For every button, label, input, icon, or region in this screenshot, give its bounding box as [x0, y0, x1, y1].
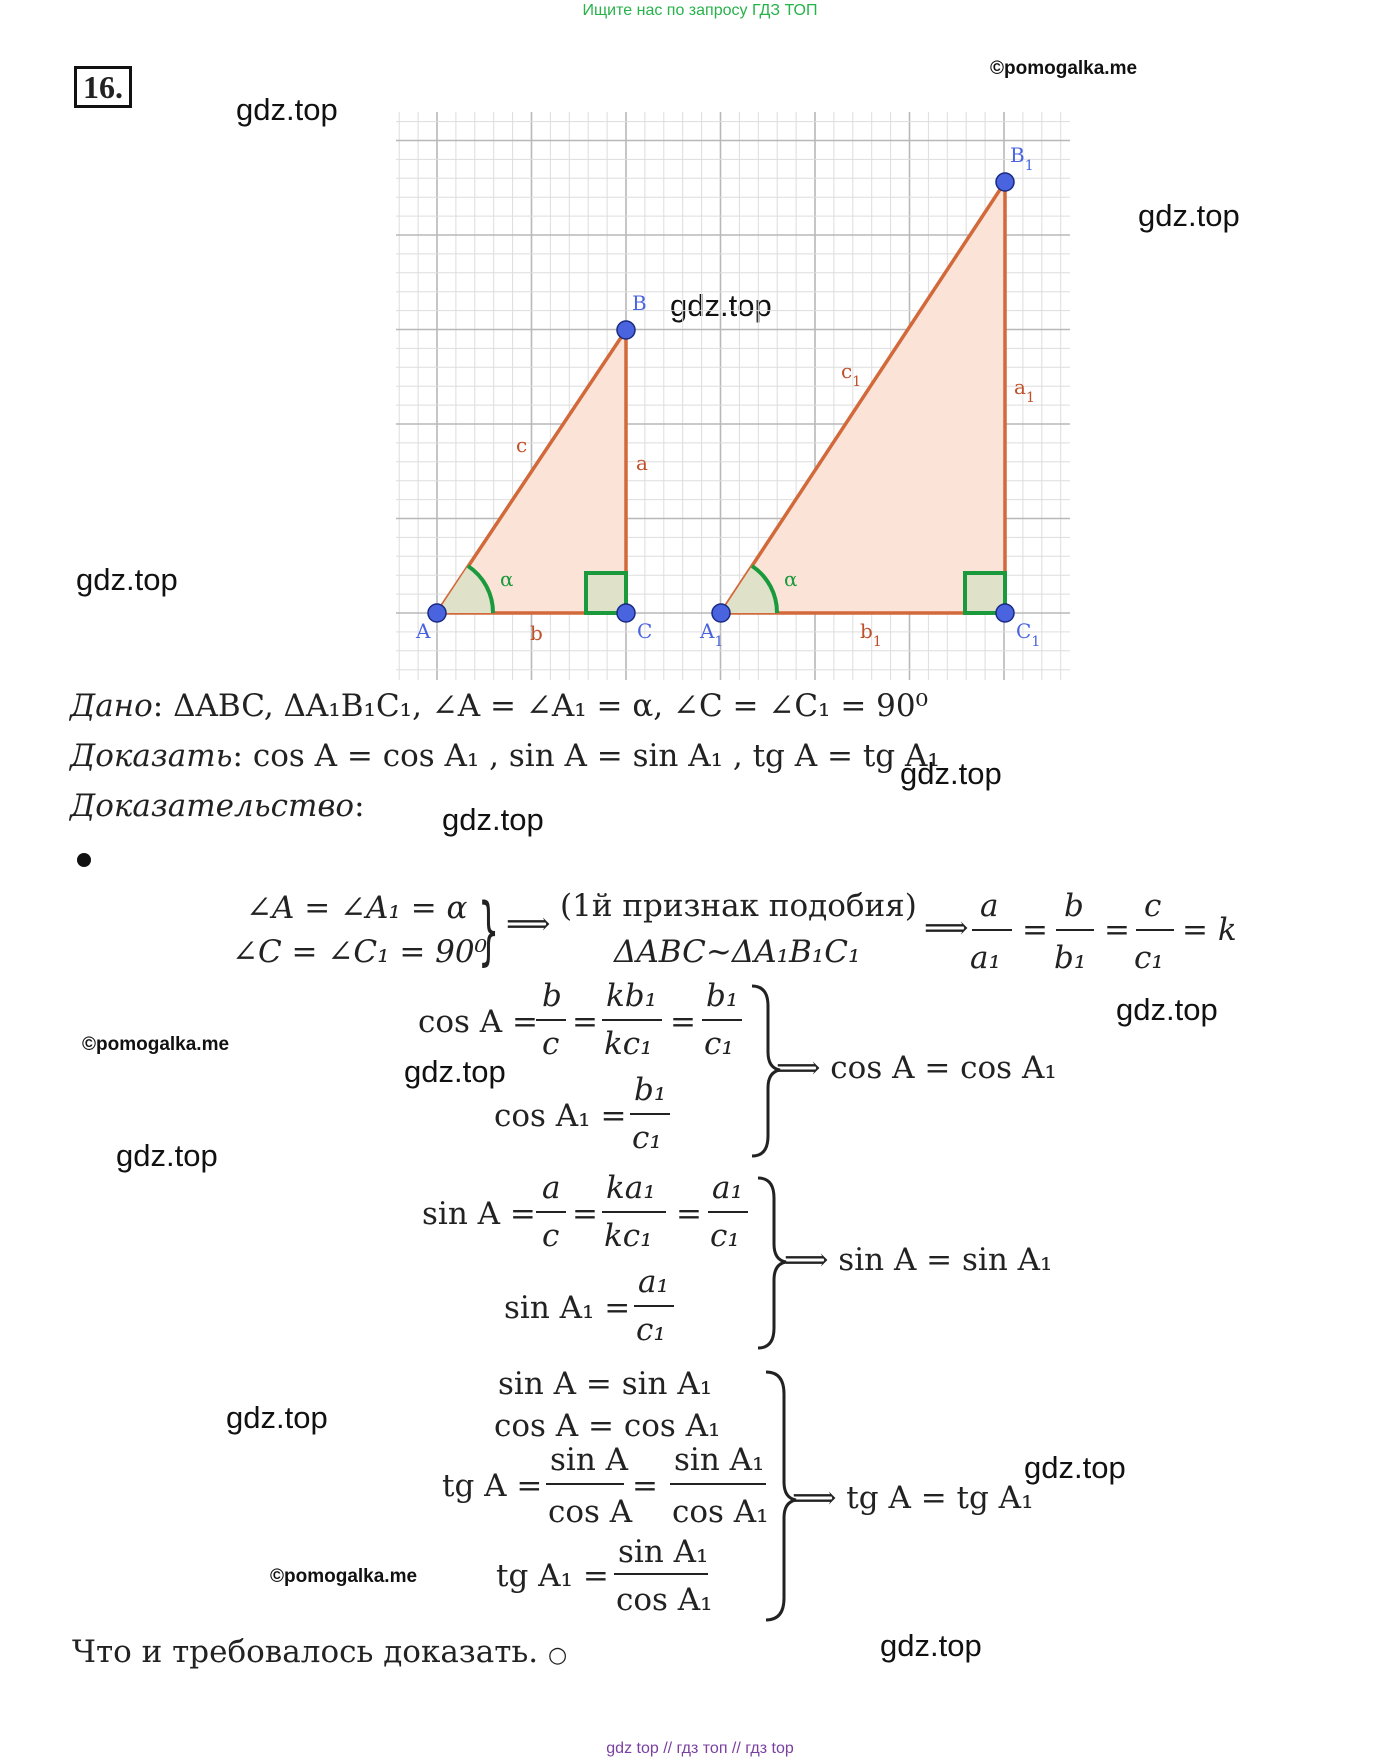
label-side-c1: $c_1$	[841, 359, 862, 390]
svg-text:sin A = sin A₁: sin A = sin A₁	[498, 1366, 713, 1402]
label-b1: $B_1$	[1010, 143, 1034, 174]
label-c1: $C_1$	[1016, 619, 1041, 650]
point-c1	[996, 604, 1014, 622]
gdz-watermark: gdz.top	[76, 562, 178, 597]
svg-text:b: b	[542, 978, 562, 1014]
svg-text:=: =	[1104, 912, 1130, 948]
svg-text:⟹ sin A = sin A₁: ⟹ sin A = sin A₁	[784, 1242, 1053, 1278]
svg-text:sin A =: sin A =	[422, 1196, 536, 1232]
svg-text:a₁: a₁	[970, 940, 1001, 976]
given-line: Дано: ΔABC, ΔA₁B₁C₁, ∠A = ∠A₁ = α, ∠C = ∠C₁ = 90⁰	[70, 688, 929, 724]
svg-text:c₁: c₁	[636, 1312, 666, 1348]
svg-text:tg A =: tg A =	[442, 1468, 543, 1504]
step1-implies: ⟹	[506, 906, 551, 942]
label-side-b: b	[530, 621, 543, 645]
given-text: ΔABC, ΔA₁B₁C₁, ∠A = ∠A₁ = α, ∠C = ∠C₁ = 90⁰	[173, 688, 929, 724]
svg-text:b₁: b₁	[1054, 940, 1087, 976]
svg-text:b₁: b₁	[634, 1072, 667, 1108]
step1-ratios	[964, 878, 1244, 988]
prove-line: Доказать: cos A = cos A₁ , sin A = sin A₁ , tg A = tg A₁	[70, 738, 940, 774]
svg-text:c₁: c₁	[1134, 940, 1164, 976]
gdz-watermark: gdz.top	[880, 1628, 982, 1663]
label-alpha: α	[500, 567, 514, 591]
label-c: C	[637, 619, 653, 643]
step1-implies2: ⟹	[924, 910, 969, 946]
prove-text: cos A = cos A₁ , sin A = sin A₁ , tg A = tg A₁	[252, 738, 940, 774]
end-mark: ○	[547, 1643, 568, 1668]
svg-text:tg A₁ =: tg A₁ =	[496, 1558, 609, 1594]
copyright-watermark: ©pomogalka.me	[82, 1034, 230, 1055]
point-a1	[712, 604, 730, 622]
svg-text:a₁: a₁	[638, 1264, 669, 1300]
svg-text:c₁: c₁	[632, 1120, 662, 1156]
gdz-watermark: gdz.top	[1116, 992, 1218, 1027]
svg-text:⟹ cos A = cos A₁: ⟹ cos A = cos A₁	[776, 1050, 1057, 1086]
step1-middle1: (1й признак подобия)	[560, 888, 917, 924]
svg-text:c₁: c₁	[704, 1026, 734, 1062]
svg-text:kc₁: kc₁	[604, 1218, 653, 1254]
label-a1: $A_1$	[700, 619, 724, 650]
point-b1	[996, 173, 1014, 191]
svg-text:b: b	[1064, 888, 1084, 924]
svg-text:cos A =: cos A =	[418, 1004, 539, 1040]
svg-text:=: =	[670, 1004, 696, 1040]
svg-text:c₁: c₁	[710, 1218, 740, 1254]
label-side-a: a	[636, 451, 648, 475]
gdz-watermark: gdz.top	[1138, 198, 1240, 233]
prove-label: Доказать	[70, 738, 233, 774]
label-side-a1: $a_1$	[1014, 375, 1035, 406]
svg-text:b₁: b₁	[706, 978, 739, 1014]
svg-text:cos A₁: cos A₁	[616, 1582, 713, 1618]
svg-text:kb₁: kb₁	[606, 978, 658, 1014]
svg-text:c: c	[542, 1218, 560, 1254]
svg-text:cos A₁ =: cos A₁ =	[494, 1098, 627, 1134]
label-alpha1: α	[784, 567, 798, 591]
svg-text:a: a	[542, 1170, 561, 1206]
conclusion: Что и требовалось доказать. ○	[72, 1634, 568, 1670]
gdz-watermark: gdz.top	[226, 1400, 328, 1435]
svg-text:sin A₁: sin A₁	[674, 1442, 765, 1478]
triangles-figure	[392, 108, 1082, 688]
svg-text:=: =	[632, 1468, 658, 1504]
svg-text:cos A: cos A	[548, 1494, 633, 1530]
step1-left2: ∠C = ∠C₁ = 90⁰	[232, 934, 488, 970]
copyright-watermark: ©pomogalka.me	[990, 58, 1138, 79]
gdz-watermark: gdz.top	[116, 1138, 218, 1173]
gdz-watermark: gdz.top	[670, 288, 772, 323]
svg-text:=: =	[572, 1004, 598, 1040]
footer: gdz top // гдз топ // гдз top	[606, 1740, 794, 1757]
gdz-watermark: gdz.top	[404, 1054, 506, 1089]
svg-text:ka₁: ka₁	[606, 1170, 656, 1206]
svg-text:cos A₁: cos A₁	[672, 1494, 769, 1530]
cos-block	[408, 976, 1057, 1166]
label-side-b1: $b_1$	[860, 619, 882, 650]
step1-brace: }	[478, 888, 500, 974]
svg-text:c: c	[542, 1026, 560, 1062]
svg-text:a₁: a₁	[712, 1170, 743, 1206]
svg-text:= k: = k	[1182, 912, 1237, 948]
proof-label: Доказательство	[70, 788, 355, 824]
point-a	[428, 604, 446, 622]
svg-text:sin A: sin A	[550, 1442, 629, 1478]
gdz-watermark: gdz.top	[236, 92, 338, 127]
svg-text:kc₁: kc₁	[604, 1026, 653, 1062]
step1-left1: ∠A = ∠A₁ = α	[246, 890, 468, 926]
svg-text:⟹ tg A = tg A₁: ⟹ tg A = tg A₁	[792, 1480, 1034, 1516]
svg-text:cos A = cos A₁: cos A = cos A₁	[494, 1408, 721, 1444]
svg-text:=: =	[676, 1196, 702, 1232]
step1-middle2: ΔABC~ΔA₁B₁C₁	[614, 934, 861, 970]
given-label: Дано	[70, 688, 153, 724]
svg-text:c: c	[1144, 888, 1162, 924]
point-b	[617, 321, 635, 339]
proof-line: Доказательство:	[70, 788, 365, 824]
svg-text:sin A₁ =: sin A₁ =	[504, 1290, 631, 1326]
point-c	[617, 604, 635, 622]
top-banner: Ищите нас по запросу ГДЗ ТОП	[582, 2, 818, 19]
sin-block	[412, 1168, 1052, 1358]
gdz-watermark: gdz.top	[900, 756, 1002, 791]
label-b: B	[632, 291, 647, 315]
svg-text:sin A₁: sin A₁	[618, 1534, 709, 1570]
label-a: A	[416, 619, 431, 643]
gdz-watermark: gdz.top	[442, 802, 544, 837]
svg-text:a: a	[980, 888, 999, 924]
tg-block	[436, 1360, 1034, 1628]
bullet	[77, 853, 91, 867]
gdz-watermark: gdz.top	[1024, 1450, 1126, 1485]
label-side-c: c	[516, 433, 528, 457]
svg-text:=: =	[1022, 912, 1048, 948]
task-number: 16.	[74, 66, 132, 108]
copyright-watermark: ©pomogalka.me	[270, 1566, 418, 1587]
svg-text:=: =	[572, 1196, 598, 1232]
